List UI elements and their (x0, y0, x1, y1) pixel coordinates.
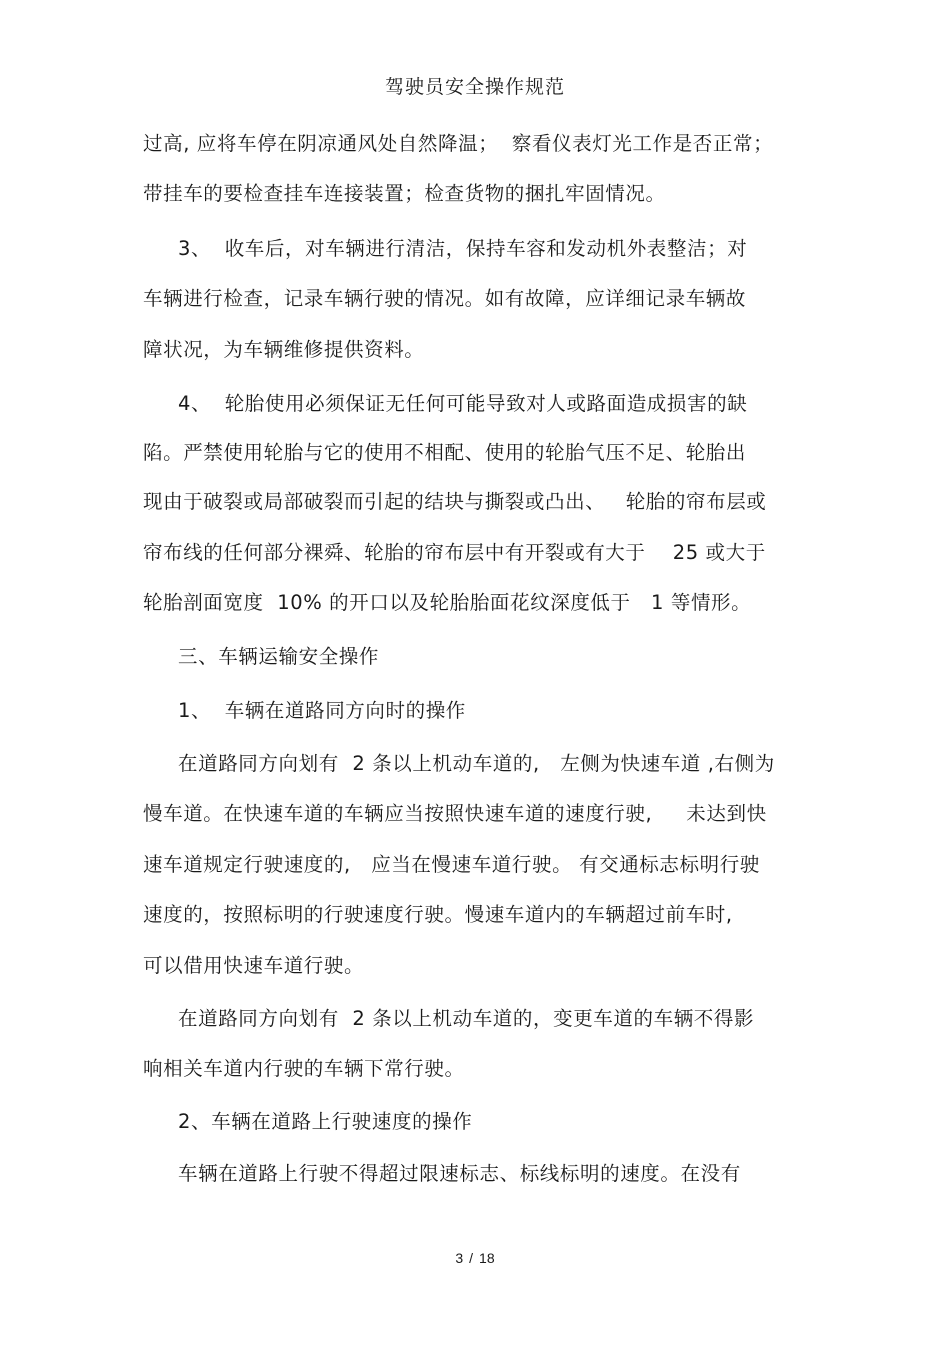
text-line: 帘布线的任何部分裸舜、轮胎的帘布层中有开裂或有大于 25 或大于 (143, 541, 766, 564)
section-heading: 三、车辆运输安全操作 (178, 645, 380, 668)
text-line: 速车道规定行驶速度的, 应当在慢速车道行驶。 有交通标志标明行驶 (143, 853, 760, 876)
page-current: 3 (455, 1250, 464, 1266)
text-line: 在道路同方向划有 2 条以上机动车道的, 左侧为快速车道 ,右侧为 (178, 752, 775, 775)
text-line: 陷。严禁使用轮胎与它的使用不相配、使用的轮胎气压不足、轮胎出 (143, 441, 747, 464)
page-total: 18 (479, 1250, 495, 1266)
text-line: 可以借用快速车道行驶。 (143, 954, 365, 977)
text-line: 在道路同方向划有 2 条以上机动车道的，变更车道的车辆不得影 (178, 1007, 755, 1030)
page-number (0, 1250, 950, 1266)
text-line: 现由于破裂或局部破裂而引起的结块与撕裂或凸出、 轮胎的帘布层或 (143, 490, 767, 513)
text-line: 响相关车道内行驶的车辆下常行驶。 (143, 1057, 465, 1080)
text-line: 3、 收车后，对车辆进行清洁，保持车容和发动机外表整洁；对 (178, 237, 748, 260)
subsection-heading: 1、 车辆在道路同方向时的操作 (178, 699, 466, 722)
text-line: 慢车道。在快速车道的车辆应当按照快速车道的速度行驶, 未达到快 (143, 802, 767, 825)
text-line: 轮胎剖面宽度 10% 的开口以及轮胎胎面花纹深度低于 1 等情形。 (143, 591, 752, 614)
subsection-heading: 2、车辆在道路上行驶速度的操作 (178, 1110, 473, 1133)
text-line: 过高, 应将车停在阴凉通风处自然降温； 察看仪表灯光工作是否正常； (143, 132, 774, 155)
text-line: 速度的，按照标明的行驶速度行驶。慢速车道内的车辆超过前车时, (143, 903, 733, 926)
text-line: 4、 轮胎使用必须保证无任何可能导致对人或路面造成损害的缺 (178, 392, 748, 415)
text-line: 带挂车的要检查挂车连接装置；检查货物的捆扎牢固情况。 (143, 182, 666, 205)
page-header-title: 驾驶员安全操作规范 (384, 76, 565, 98)
text-line: 障状况，为车辆维修提供资料。 (143, 338, 425, 361)
page-separator: / (469, 1250, 474, 1266)
text-line: 车辆进行检查，记录车辆行驶的情况。如有故障，应详细记录车辆故 (143, 287, 747, 310)
text-line: 车辆在道路上行驶不得超过限速标志、标线标明的速度。在没有 (178, 1162, 741, 1185)
